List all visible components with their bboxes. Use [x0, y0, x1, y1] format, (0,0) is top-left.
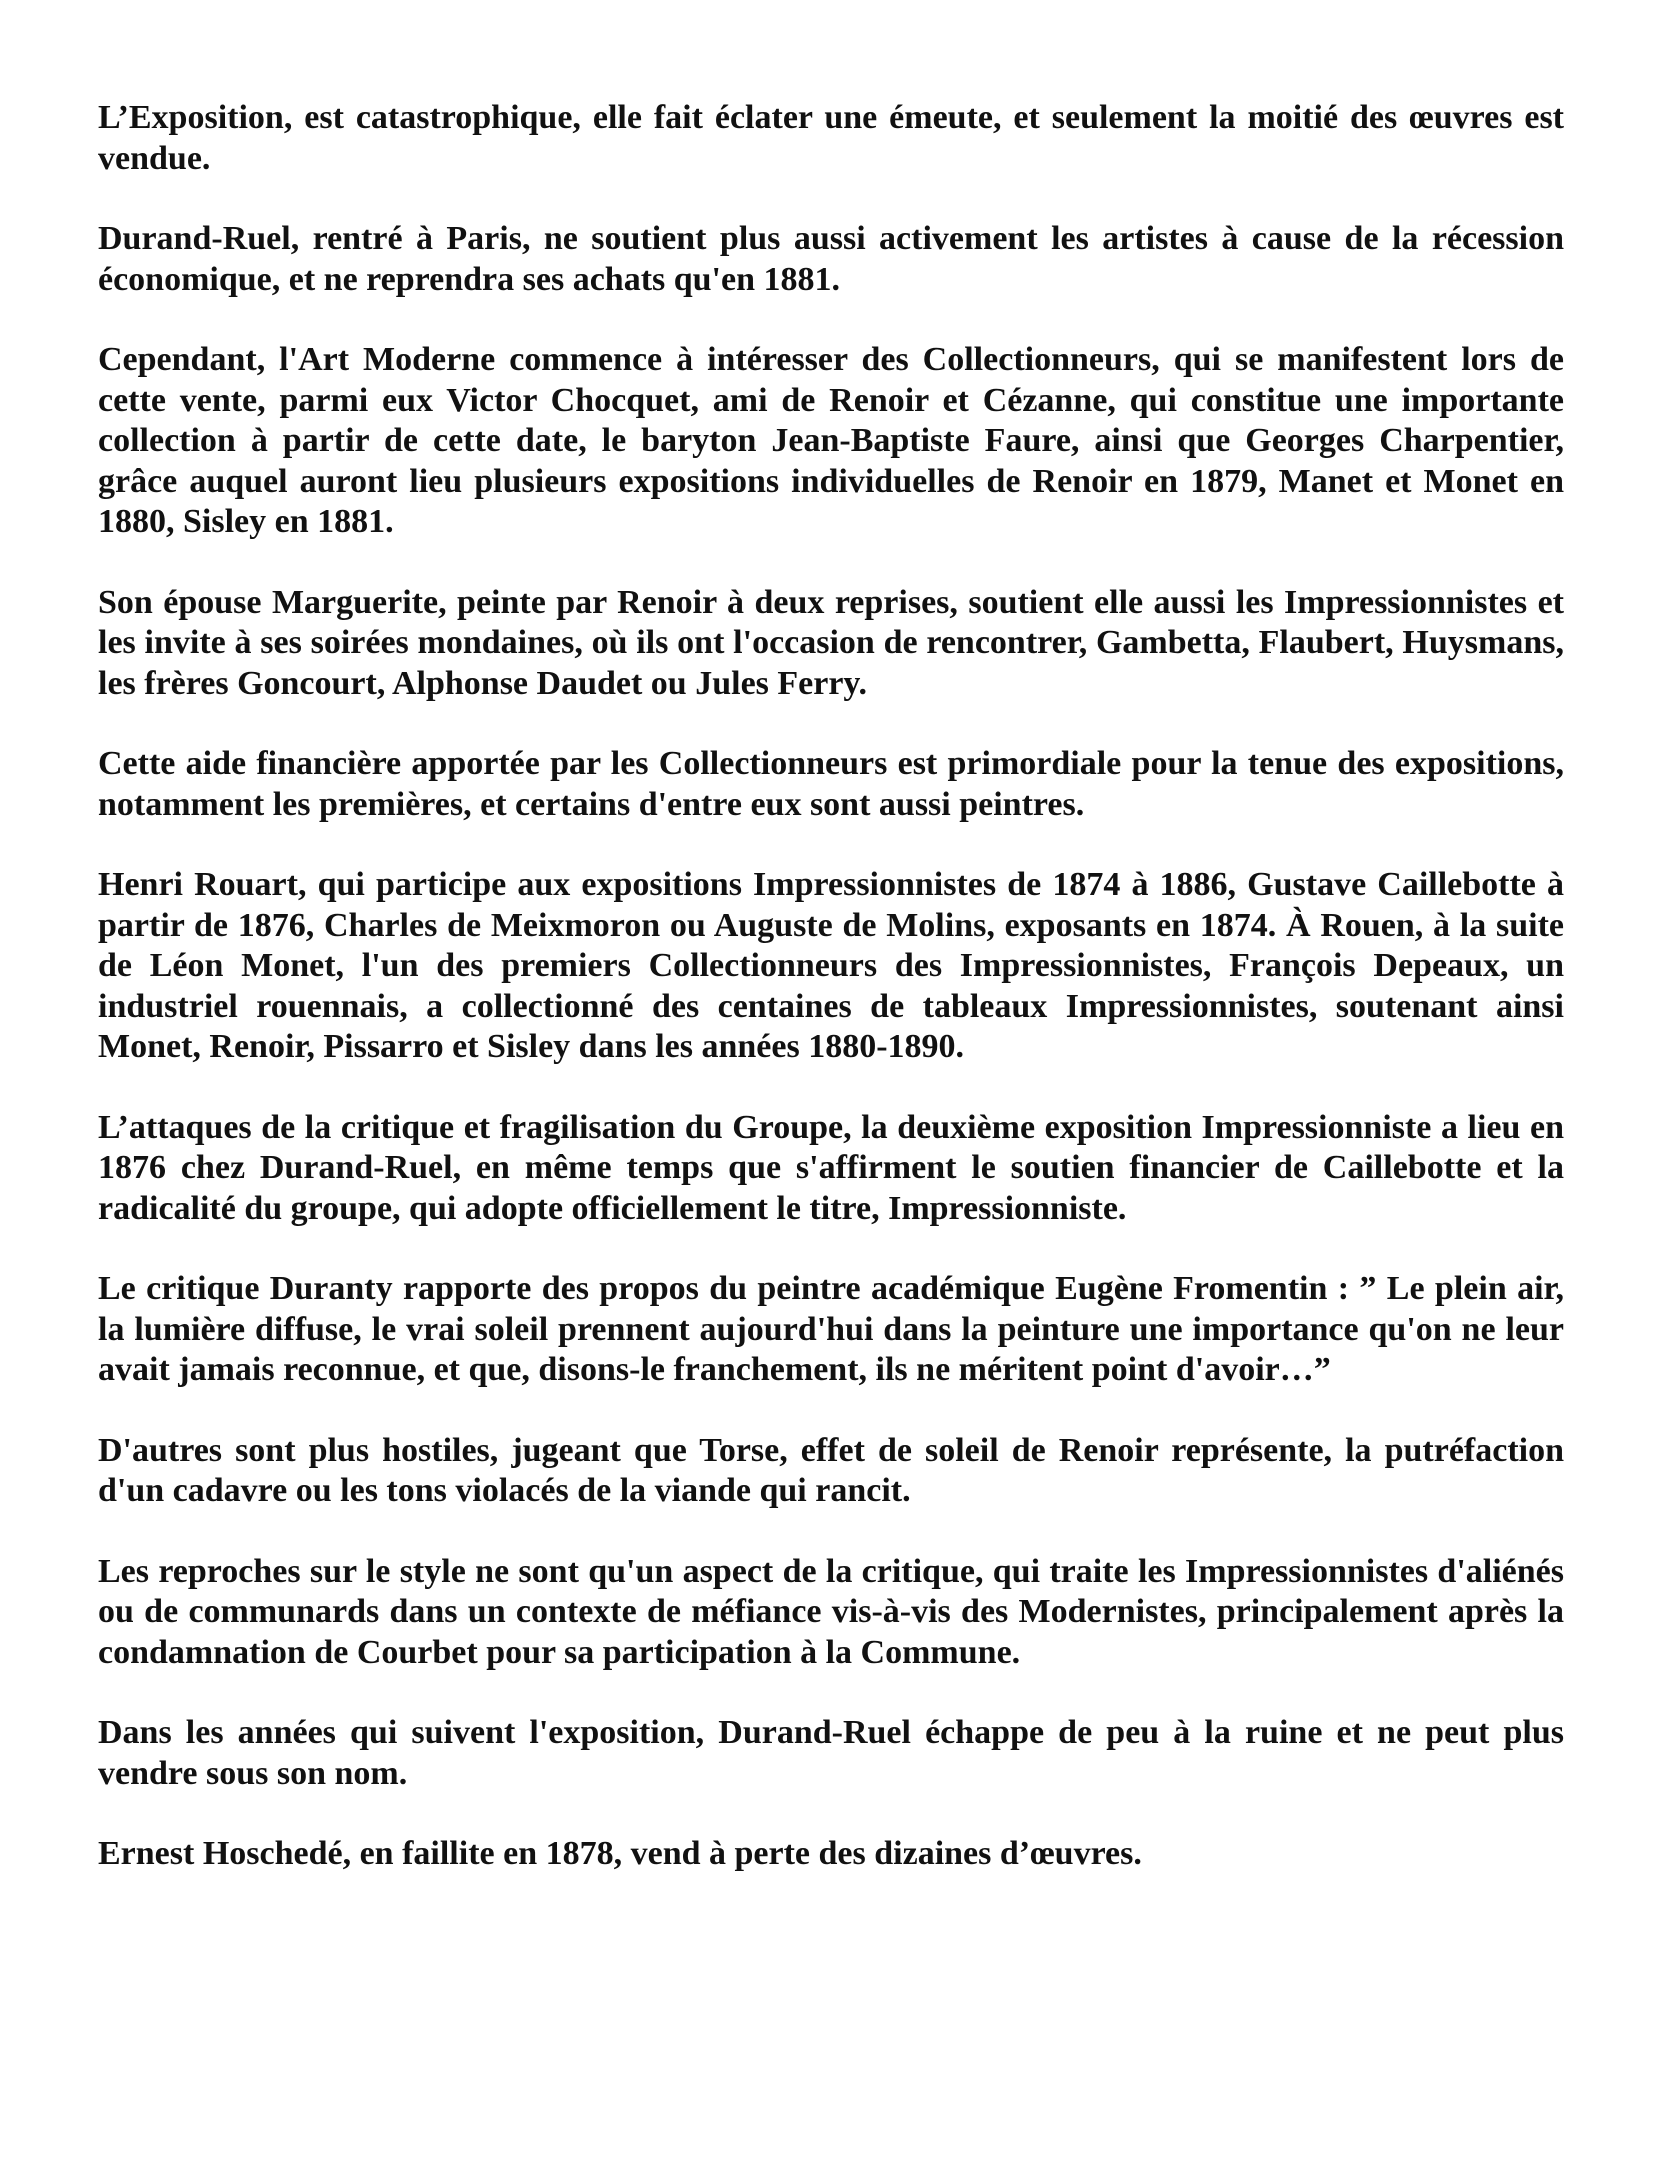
paragraph-6: Henri Rouart, qui participe aux expositions Impressionnistes de 1874 à 1886, Gustave Caillebotte à partir de 1876, Charles de Meixmoron ou Auguste de Molins, exposants en 1874. À Rouen, à la suite de Léon Monet, l'un des premiers Collectionneurs des Impressionnistes, François Depeaux, un industriel rouennais, a collectionné des centaines de tableaux Impressionnistes, soutenant ainsi Monet, Renoir, Pissarro et Sisley dans les années 1880-1890. — [98, 866, 1564, 1065]
paragraph-5: Cette aide financière apportée par les Collectionneurs est primordiale pour la tenue des expositions, notamment les premières, et certains d'entre eux sont aussi peintres. — [98, 745, 1564, 823]
paragraph-11: Dans les années qui suivent l'exposition, Durand-Ruel échappe de peu à la ruine et ne peut plus vendre sous son nom. — [98, 1714, 1564, 1792]
paragraph-9: D'autres sont plus hostiles, jugeant que Torse, effet de soleil de Renoir représente, la putréfaction d'un cadavre ou les tons violacés de la viande qui rancit. — [98, 1431, 1564, 1509]
paragraph-4: Son épouse Marguerite, peinte par Renoir à deux reprises, soutient elle aussi les Impressionnistes et les invite à ses soirées mondaines, où ils ont l'occasion de rencontrer, Gambetta, Flaubert, Huysmans, les frères Goncourt, Alphonse Daudet ou Jules Ferry. — [98, 583, 1564, 702]
paragraph-8: Le critique Duranty rapporte des propos du peintre académique Eugène Fromentin : ” Le plein air, la lumière diffuse, le vrai soleil prennent aujourd'hui dans la peinture une importance qu'on ne leur avait jamais reconnue, et que, disons-le franchement, ils ne méritent point d'avoir…” — [98, 1270, 1564, 1388]
body-text — [98, 98, 1564, 1915]
paragraph-2: Durand-Ruel, rentré à Paris, ne soutient plus aussi activement les artistes à cause de la récession économique, et ne reprendra ses achats qu'en 1881. — [98, 220, 1564, 298]
paragraph-3: Cependant, l'Art Moderne commence à intéresser des Collectionneurs, qui se manifestent lors de cette vente, parmi eux Victor Chocquet, ami de Renoir et Cézanne, qui constitue une importante collection à partir de cette date, le baryton Jean-Baptiste Faure, ainsi que Georges Charpentier, grâce auquel auront lieu plusieurs expositions individuelles de Renoir en 1879, Manet et Monet en 1880, Sisley en 1881. — [98, 341, 1564, 540]
paragraph-12: Ernest Hoschedé, en faillite en 1878, vend à perte des dizaines d’œuvres. — [98, 1835, 1142, 1872]
paragraph-7: L’attaques de la critique et fragilisation du Groupe, la deuxième exposition Impressionniste a lieu en 1876 chez Durand-Ruel, en même temps que s'affirment le soutien financier de Caillebotte et la radicalité du groupe, qui adopte officiellement le titre, Impressionniste. — [98, 1108, 1564, 1227]
paragraph-10: Les reproches sur le style ne sont qu'un aspect de la critique, qui traite les Impressionnistes d'aliénés ou de communards dans un contexte de méfiance vis-à-vis des Modernistes, principalement après la condamnation de Courbet pour sa participation à la Commune. — [98, 1552, 1564, 1671]
paragraph-1: L’Exposition, est catastrophique, elle fait éclater une émeute, et seulement la moitié des œuvres est vendue. — [98, 99, 1564, 177]
